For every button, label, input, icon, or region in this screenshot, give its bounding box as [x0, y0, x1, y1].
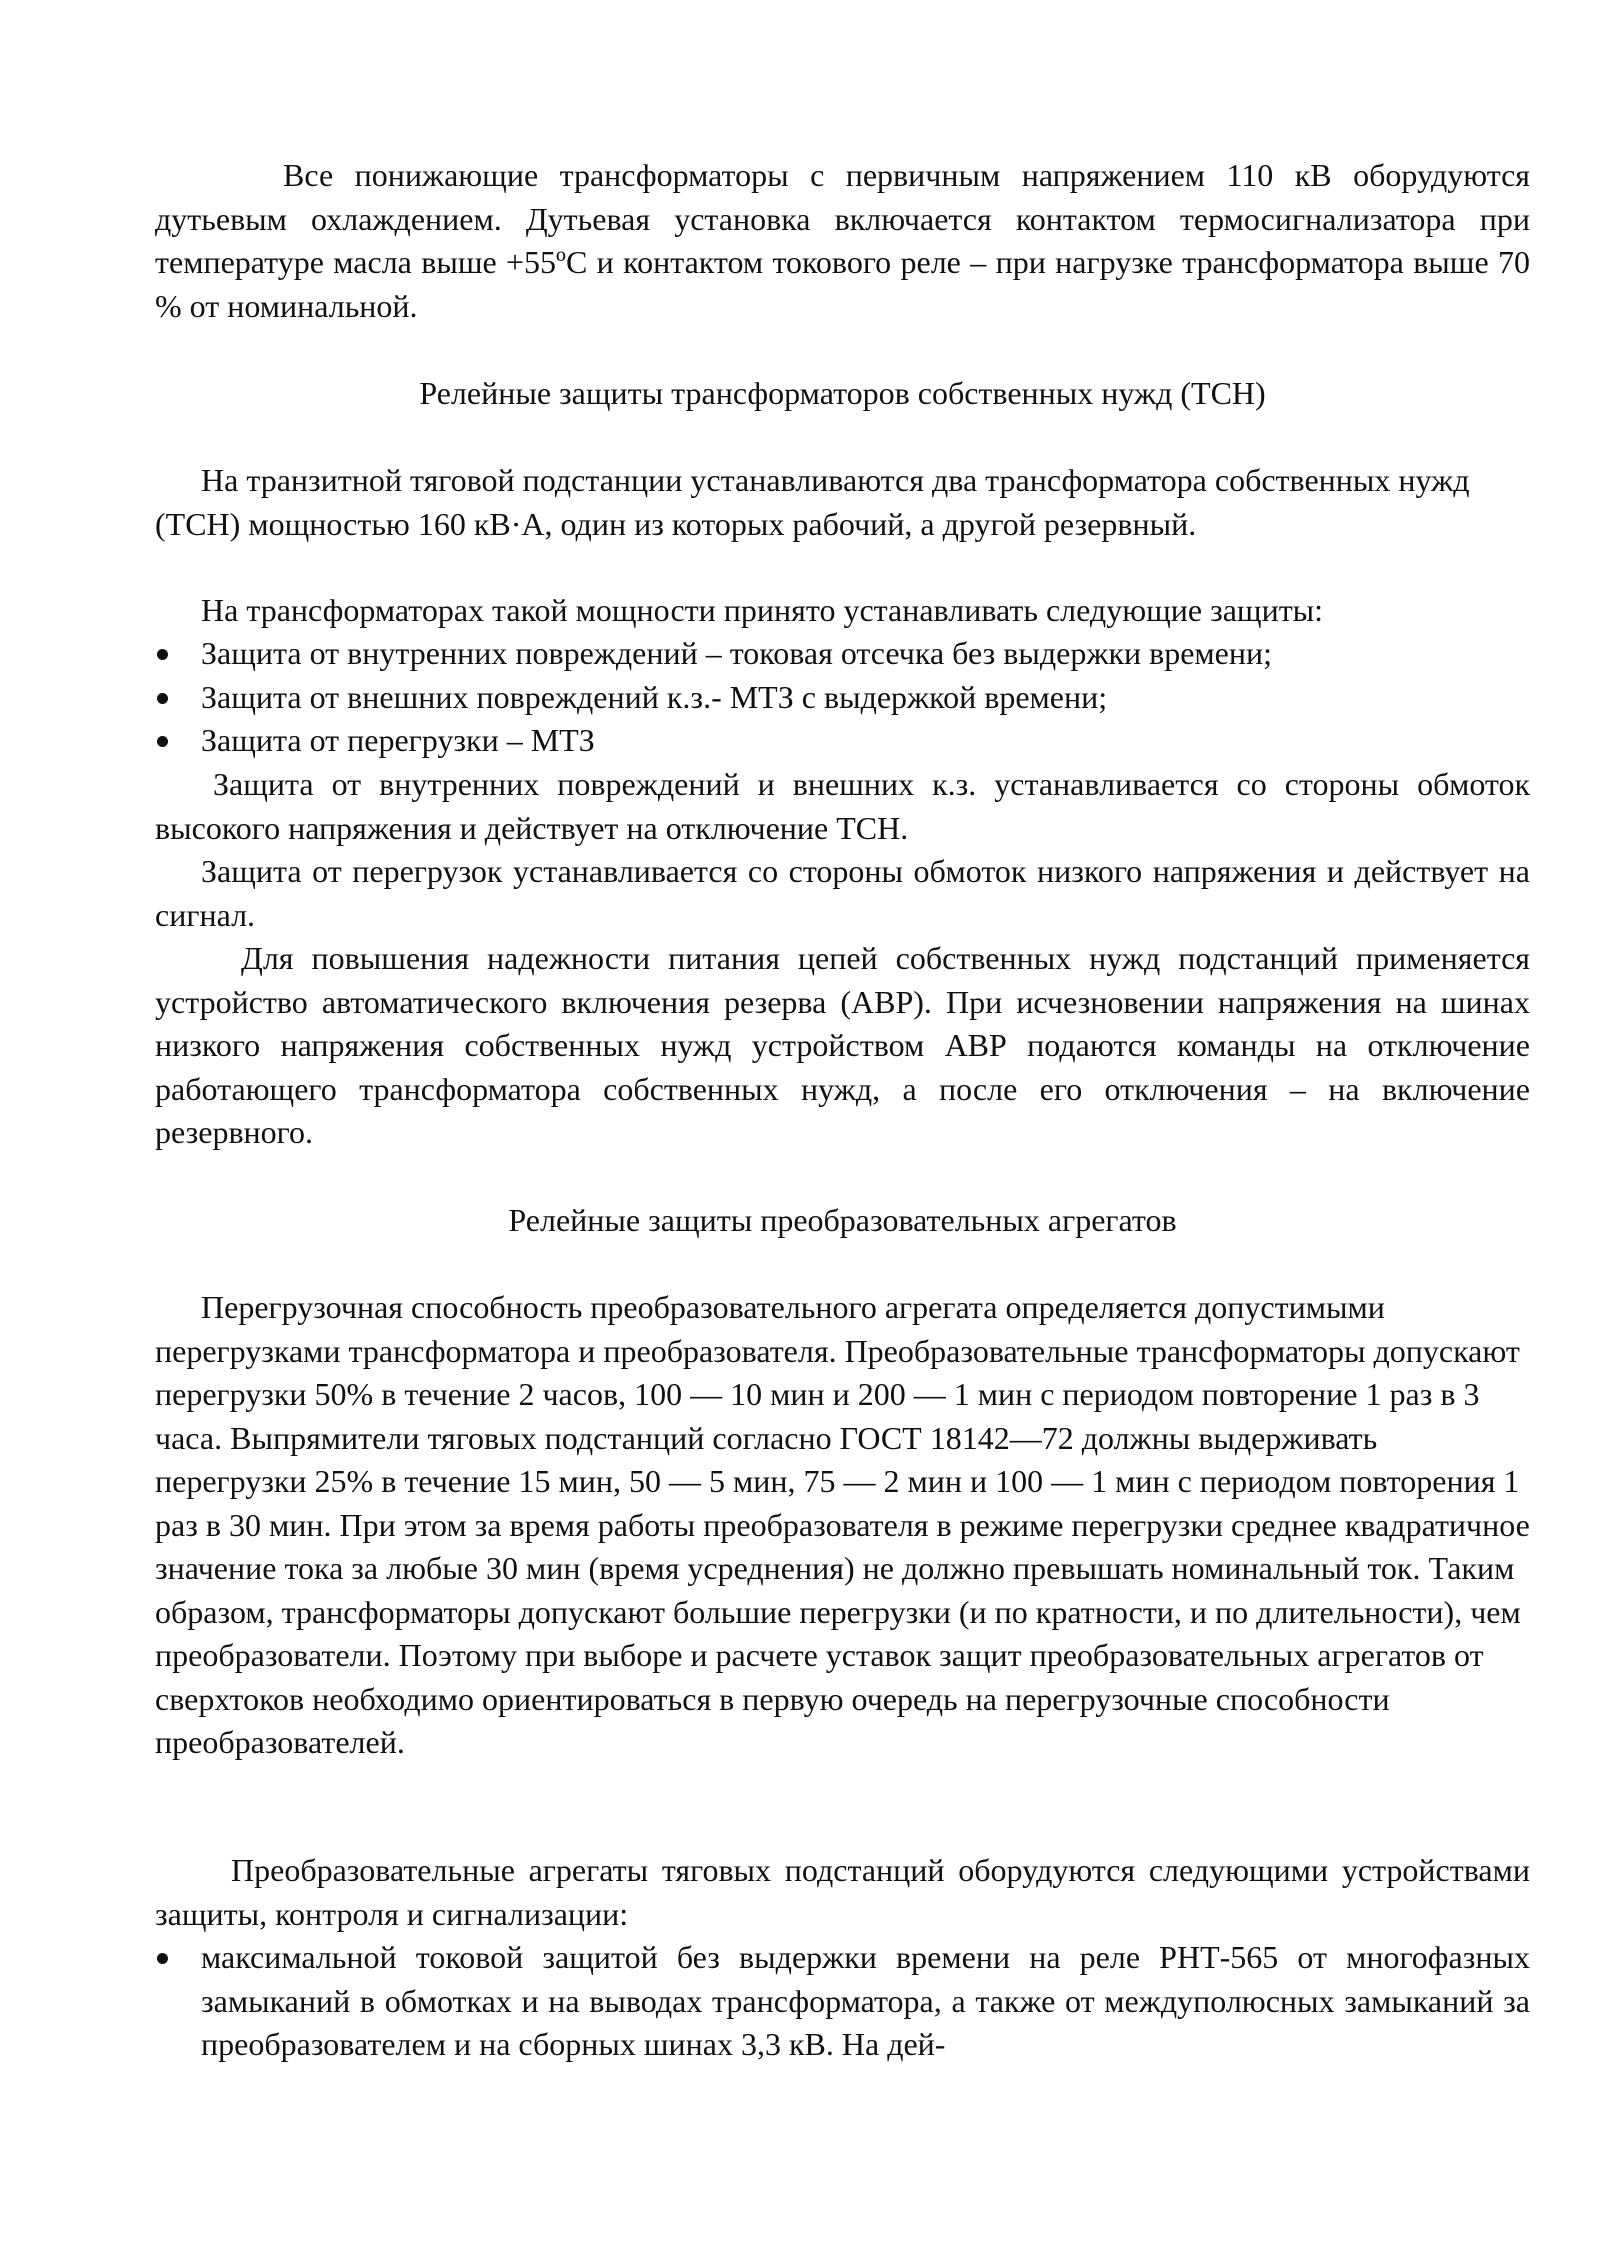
list-item-text: Защита от внутренних повреждений – токовая отсечка без выдержки времени;: [201, 635, 1273, 671]
list-item: [155, 676, 1530, 720]
intro-paragraph: Все понижающие трансформаторы с первичным напряжением 110 кВ оборудуются дутьевым охлаждением. Дутьевая установка включается контактом термосигнализатора при температуре масла выше +55ºС и контактом токового реле – при нагрузке трансформатора выше 70 % от номинальной.: [155, 157, 1530, 324]
tsn-paragraph-5: Для повышения надежности питания цепей собственных нужд подстанций применяется устройство автоматического включения резерва (АВР). При исчезновении напряжения на шинах низкого напряжения собственных нужд устройством АВР подаются команды на отключение работающего трансформатора собственных нужд, а после его отключения – на включение резервного.: [155, 940, 1530, 1150]
bullet-icon: [157, 693, 168, 704]
tsn-paragraph-3: Защита от внутренних повреждений и внешних к.з. устанавливается со стороны обмоток высокого напряжения и действует на отключение ТСН.: [155, 766, 1530, 846]
list-item: [155, 632, 1530, 676]
bullet-icon: [157, 1953, 168, 1964]
converters-paragraph-2: Преобразовательные агрегаты тяговых подстанций оборудуются следующими устройствами защиты, контроля и сигнализации:: [155, 1852, 1530, 1932]
converter-protection-list: [155, 1936, 1530, 2067]
tsn-paragraph-2: На трансформаторах такой мощности принято устанавливать следующие защиты:: [201, 592, 1324, 628]
converters-paragraph-1: Перегрузочная способность преобразовательного агрегата определяется допустимыми перегрузками трансформатора и преобразователя. Преобразовательные трансформаторы допускают перегрузки 50% в течение 2 часов, 100 — 10 мин и 200 — 1 мин с периодом повторение 1 раз в 3 часа. Выпрямители тяговых подстанций согласно ГОСТ 18142—72 должны выдерживать перегрузки 25% в течение 15 мин, 50 — 5 мин, 75 — 2 мин и 100 — 1 мин с периодом повторения 1 раз в 30 мин. При этом за время работы преобразователя в режиме перегрузки среднее квадратичное значение тока за любые 30 мин (время усреднения) не должно превышать номинальный ток. Таким образом, трансформаторы допускают большие перегрузки (и по кратности, и по длительности), чем преобразователи. Поэтому при выборе и расчете уставок защит преобразовательных агрегатов от сверхтоков необходимо ориентироваться в первую очередь на перегрузочные способности преобразователей.: [155, 1289, 1530, 1760]
list-item: [155, 1936, 1530, 2067]
section-heading-tsn: Релейные защиты трансформаторов собственных нужд (ТСН): [419, 375, 1266, 411]
tsn-paragraph-1: На транзитной тяговой подстанции устанавливаются два трансформатора собственных нужд (ТСН) мощностью 160 кВ·А, один из которых рабочий, а другой резервный.: [155, 462, 1470, 542]
tsn-protection-list: [155, 632, 1530, 763]
list-item-text: максимальной токовой защитой без выдержки времени на реле РНТ-565 от многофазных замыканий в обмотках и на выводах трансформатора, а также от междуполюсных замыканий за преобразователем и на сборных шинах 3,3 кВ. На дей-: [201, 1939, 1530, 2062]
section-heading-converters: Релейные защиты преобразовательных агрегатов: [508, 1202, 1177, 1238]
list-item-text: Защита от перегрузки – МТЗ: [201, 722, 595, 758]
bullet-icon: [157, 736, 168, 747]
tsn-paragraph-4: Защита от перегрузок устанавливается со стороны обмоток низкого напряжения и действует на сигнал.: [155, 853, 1530, 933]
list-item-text: Защита от внешних повреждений к.з.- МТЗ с выдержкой времени;: [201, 678, 1108, 715]
bullet-icon: [157, 649, 168, 660]
list-item: [155, 719, 1530, 763]
